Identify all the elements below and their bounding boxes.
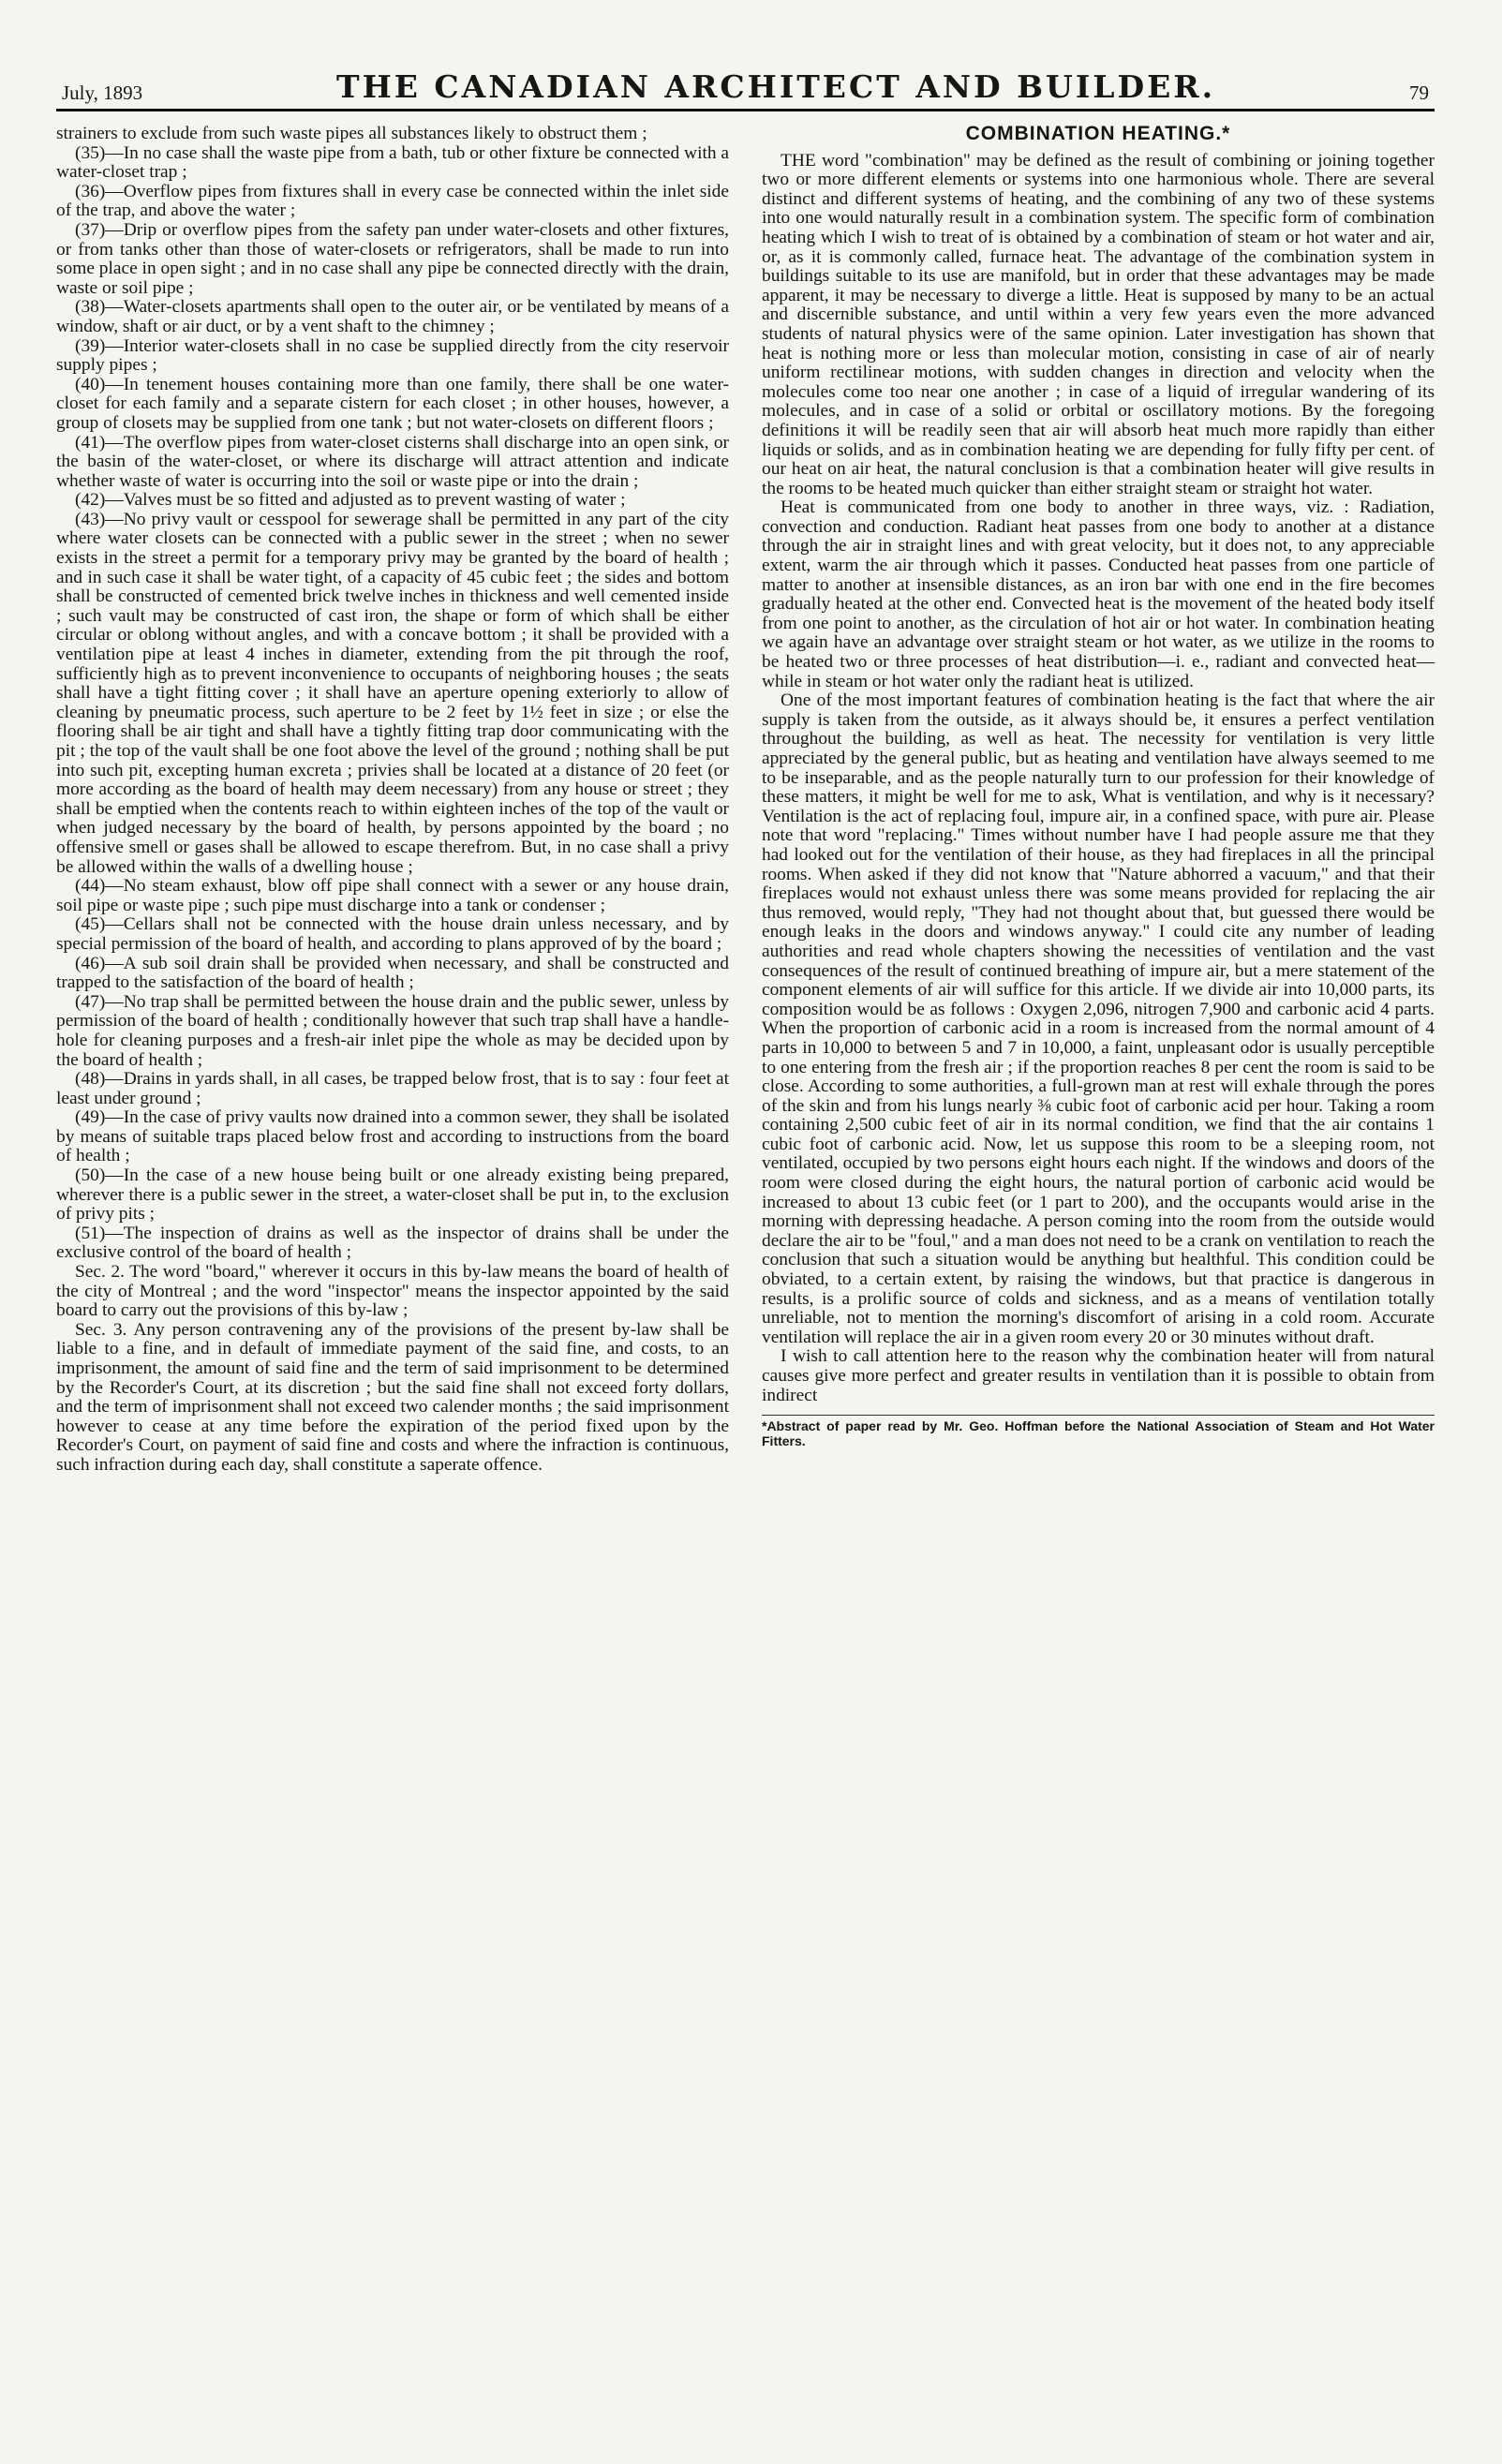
paragraph: Heat is communicated from one body to another in three ways, viz. : Radiation, convection and conduction. Radiant heat passes from one body to another at a distance through the air in straight lines and with great velocity, but it does not, to any appreciable extent, warm the air through which it passes. Conducted heat passes from one particle of matter to another at insensible distances, as an iron bar with one end in the fire becomes gradually heated at the other end. Convected heat is the movement of the heated body itself from one point to another, as the circulation of hot air or hot water. In combination heating we again have an advantage over straight steam or hot water, as we utilize in the rooms to be heated two or three processes of heat distribution—i. e., radiant and convected heat—while in steam or hot water only the radiant heat is utilized. bbox=[762, 497, 1435, 691]
paragraph: strainers to exclude from such waste pipes all substances likely to obstruct them ; bbox=[56, 124, 647, 143]
paragraph: (45)—Cellars shall not be connected with the house drain unless necessary, and by special permission of the board of health, and according to plans approved of by the board ; bbox=[56, 914, 729, 954]
paragraph: (39)—Interior water-closets shall in no case be supplied directly from the city reservoir supply pipes ; bbox=[56, 335, 729, 376]
paragraph: Sec. 3. Any person contravening any of the provisions of the present by-law shall be liable to a fine, and in default of immediate payment of the said fine, and costs, to an imprisonment, the amount of said fine and the term of said imprisonment to be determined by the Recorder's Court, at its discretion ; but the said fine shall not exceed forty dollars, and the term of imprisonment shall not exceed two calender months ; the said imprisonment however to cease at any time before the expiration of the period fixed upon by the Recorder's Court, on payment of said fine and costs and where the infraction is continuous, such infraction during each day, shall constitute a saperate offence. bbox=[56, 1319, 729, 1475]
paragraph: (51)—The inspection of drains as well as the inspector of drains shall be under the exclusive control of the board of health ; bbox=[56, 1223, 729, 1263]
paragraph: (43)—No privy vault or cesspool for sewerage shall be permitted in any part of the city where water closets can be connected with a public sewer in the street ; when no sewer exists in the street a permit for a temporary privy may be granted by the board of health ; and in such case it shall be water tight, of a capacity of 45 cubic feet ; the sides and bottom shall be constructed of cemented brick twelve inches in thickness and well cemented inside ; such vault may be constructed of cast iron, the shape or form of which shall be either circular or oblong without angles, and with a concave bottom ; it shall be provided with a ventilation pipe at least 4 inches in diameter, extending from the pit through the roof, sufficiently high as to prevent inconvenience to occupants of neighboring houses ; the seats shall have a tight fitting cover ; it shall have an aperture opening exteriorly to allow of cleaning by pneumatic process, such aperture to be 2 feet by 1½ feet in size ; or else the flooring shall be air tight and shall have a tightly fitting trap door communicating with the pit ; the top of the vault shall be one foot above the level of the ground ; nothing shall be put into such pit, excepting human excreta ; privies shall be located at a distance of 20 feet (or more according as the board of health may deem necessary) from any house or street ; they shall be emptied when the contents reach to within eighteen inches of the top of the vault or when judged necessary by the board of health, by persons appointed by the board ; no offensive smell or gases shall be allowed to escape therefrom. But, in no case shall a privy be allowed within the walls of a dwelling house ; bbox=[56, 509, 729, 877]
issue-date: July, 1893 bbox=[62, 82, 143, 104]
publication-title: THE CANADIAN ARCHITECT AND BUILDER. bbox=[336, 68, 1216, 105]
paragraph: THE word "combination" may be defined as the result of combining or joining together two or more different elements or systems into one harmonious whole. There are several distinct and different systems of heating, and the combining of any two of these systems into one would naturally result in a combination system. The specific form of combination heating which I wish to treat of is obtained by a combination of steam or hot water and air, or, as it is commonly called, furnace heat. The advantage of the combination system in buildings suitable to its use are manifold, but in order that these advantages may be made apparent, it may be necessary to diverge a little. Heat is supposed by many to be an actual and discernible substance, and until within a very few years even the more advanced students of natural physics were of the same opinion. Later investigation has shown that heat is nothing more or less than molecular motion, consisting in case of air of nearly uniform rectilinear motions, with sudden changes in direction and velocity when the molecules come too near one another ; in case of a liquid of irregular wandering of its molecules, and in case of a solid or orbital or oscillatory motions. By the foregoing definitions it will be readily seen that air will absorb heat much more rapidly than either liquids or solids, and as in combination heating we are depending for fully fifty per cent. of our heat on air heat, the natural conclusion is that a combination heater will give results in the rooms to be heated much quicker than either straight steam or straight hot water. bbox=[762, 150, 1435, 498]
paragraph: (37)—Drip or overflow pipes from the safety pan under water-closets and other fixtures, or from tanks other than those of water-closets or refrigerators, shall be made to run into some place in open sight ; and in no case shall any pipe be connected directly with the drain, waste or soil pipe ; bbox=[56, 219, 729, 298]
paragraph: (35)—In no case shall the waste pipe from a bath, tub or other fixture be connected with a water-closet trap ; bbox=[56, 142, 729, 183]
paragraph: Sec. 2. The word "board," wherever it occurs in this by-law means the board of health of the city of Montreal ; and the word "inspector" means the inspector appointed by the said board to carry out the provisions of this by-law ; bbox=[56, 1262, 729, 1321]
paragraph: (50)—In the case of a new house being built or one already existing being prepared, wherever there is a public sewer in the street, a water-closet shall be put in, to the exclusion of privy pits ; bbox=[56, 1165, 729, 1225]
paragraph: (44)—No steam exhaust, blow off pipe shall connect with a sewer or any house drain, soil pipe or waste pipe ; such pipe must discharge into a tank or condenser ; bbox=[56, 876, 729, 915]
paragraph: (40)—In tenement houses containing more than one family, there shall be one water-closet for each family and a separate cistern for each closet ; in other houses, however, a group of closets may be supplied from one tank ; but not water-closets on different floors ; bbox=[56, 374, 729, 433]
masthead bbox=[56, 62, 1435, 111]
paragraph: (38)—Water-closets apartments shall open to the outer air, or be ventilated by means of a window, shaft or air duct, or by a vent shaft to the chimney ; bbox=[56, 297, 729, 336]
paragraph: (36)—Overflow pipes from fixtures shall in every case be connected within the inlet side of the trap, and above the water ; bbox=[56, 181, 729, 221]
paragraph: (49)—In the case of privy vaults now drained into a common sewer, they shall be isolated by means of suitable traps placed below frost and according to instructions from the board of health ; bbox=[56, 1107, 729, 1166]
page-number: 79 bbox=[1409, 82, 1429, 104]
paragraph: I wish to call attention here to the reason why the combination heater will from natural causes give more perfect and greater results in ventilation than it is possible to obtain from indirect bbox=[762, 1346, 1435, 1405]
right-column bbox=[762, 125, 1435, 1476]
two-column-body bbox=[56, 125, 1435, 1476]
paragraph: (41)—The overflow pipes from water-closet cisterns shall discharge into an open sink, or the basin of the water-closet, or where its discharge will attract attention and indicate whether waste of water is occurring into the soil or waste pipe or into the drain ; bbox=[56, 432, 729, 491]
article-title: COMBINATION HEATING.* bbox=[965, 123, 1231, 144]
paragraph: (42)—Valves must be so fitted and adjusted as to prevent wasting of water ; bbox=[75, 490, 626, 511]
paragraph: One of the most important features of combination heating is the fact that where the air supply is taken from the outside, as it always should be, it ensures a perfect ventilation throughout the building, as well as heat. The necessity for ventilation is very little appreciated by the general public, but as heating and ventilation have always seemed to me to be inseparable, and as the people naturally turn to our profession for their knowledge of these matters, it might be well for me to ask, What is ventilation, and why is it necessary? Ventilation is the act of replacing foul, impure air, in a confined space, with pure air. Please note that word "replacing." Times without number have I had people assure me that they had looked out for the ventilation of their house, as they had fireplaces in all the principal rooms. When asked if they did not know that "Nature abhorred a vacuum," and that their fireplaces would not exhaust unless there was some means provided for replacing the air thus removed, would reply, "They had not thought about that, but guessed there would be enough leaks in the doors and windows anyway." I could cite any number of leading authorities and read whole chapters showing the necessities of ventilation and the vast consequences of the result of continued breathing of impure air, but a mere statement of the component elements of air will suffice for this article. If we divide air into 10,000 parts, its composition would be as follows : Oxygen 2,096, nitrogen 7,900 and carbonic acid 4 parts. When the proportion of carbonic acid in a room is increased from the normal amount of 4 parts in 10,000 to between 5 and 7 in 10,000, a faint, unpleasant odor is usually perceptible to one entering from the fresh air ; if the proportion reaches 8 per cent the room is said to be close. According to some authorities, a full-grown man at rest will exhale through the pores of the skin and from his lungs nearly ⅜ cubic foot of carbonic acid per hour. Taking a room containing 2,500 cubic feet of air in its normal condition, we find that the air contains 1 cubic foot of carbonic acid. Now, let us suppose this room to be a sleeping room, not ventilated, occupied by two persons eight hours each night. If the windows and doors of the room were closed during the eight hours, the natural portion of carbonic acid would be increased to about 13 cubic feet (or 1 part to 200), and the occupants would arise in the morning with depressing headache. A person coming into the room from the outside would declare the air to be "foul," and a man does not need to be a crank on ventilation to reach the conclusion that such a situation would be anything but healthful. This condition could be obviated, to a certain extent, by raising the windows, but that practice is dangerous in results, is a prolific source of colds and sickness, and as a means of ventilation totally unreliable, not to mention the morning's discomfort of arising in a cold room. Accurate ventilation will replace the air in a given room every 20 or 30 minutes without draft. bbox=[762, 690, 1435, 1347]
footnote: *Abstract of paper read by Mr. Geo. Hoffman before the National Association of Steam and Hot Water Fitters. bbox=[762, 1415, 1435, 1448]
left-column bbox=[56, 125, 729, 1476]
paragraph: (46)—A sub soil drain shall be provided when necessary, and shall be constructed and trapped to the satisfaction of the board of health ; bbox=[56, 953, 729, 993]
paragraph: (48)—Drains in yards shall, in all cases, be trapped below frost, that is to say : four feet at least under ground ; bbox=[56, 1069, 729, 1108]
paragraph: (47)—No trap shall be permitted between the house drain and the public sewer, unless by permission of the board of health ; conditionally however that such trap shall have a handle-hole for cleaning purposes and a fresh-air inlet pipe the whole as may be decided upon by the board of health ; bbox=[56, 991, 729, 1070]
